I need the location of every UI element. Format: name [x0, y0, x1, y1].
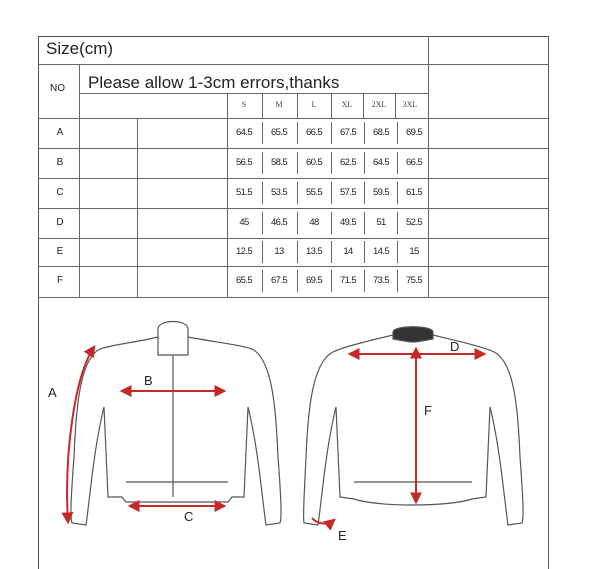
- size-header-l: L: [311, 100, 317, 109]
- cell-divider: [262, 241, 263, 263]
- divider: [38, 208, 549, 209]
- cell-divider: [297, 182, 298, 204]
- cell-divider: [397, 122, 398, 144]
- size-cell: 51: [376, 217, 386, 228]
- cell-divider: [364, 182, 365, 204]
- size-cell: 66.5: [405, 157, 423, 168]
- page-title: Size(cm): [46, 39, 114, 58]
- front-collar: [158, 322, 188, 356]
- row-label-d: D: [56, 217, 64, 228]
- size-cell: 46.5: [270, 217, 288, 228]
- front-body: [71, 337, 281, 525]
- cell-divider: [364, 212, 365, 234]
- cell-divider: [262, 182, 263, 204]
- divider: [38, 118, 549, 119]
- size-cell: 13: [274, 246, 284, 257]
- row-label-a: A: [56, 127, 64, 138]
- size-header-2xl: 2XL: [371, 100, 387, 109]
- cell-divider: [364, 270, 365, 292]
- divider: [38, 266, 549, 267]
- size-cell: 59.5: [372, 187, 390, 198]
- divider: [137, 118, 138, 298]
- row-label-e: E: [56, 246, 64, 257]
- divider: [79, 93, 428, 94]
- size-cell: 13.5: [305, 246, 323, 257]
- divider: [38, 148, 549, 149]
- size-cell: 64.5: [372, 157, 390, 168]
- size-cell: 15: [409, 246, 419, 257]
- size-cell: 73.5: [372, 275, 390, 286]
- cell-divider: [331, 152, 332, 174]
- size-cell: 56.5: [235, 157, 253, 168]
- cell-divider: [397, 270, 398, 292]
- diagram-label-c: C: [184, 509, 194, 524]
- size-cell: 71.5: [339, 275, 357, 286]
- size-header-xl: XL: [341, 100, 353, 109]
- size-cell: 66.5: [305, 127, 323, 138]
- row-label-b: B: [56, 157, 64, 168]
- size-cell: 45: [239, 217, 249, 228]
- cell-divider: [262, 270, 263, 292]
- size-cell: 65.5: [235, 275, 253, 286]
- cell-divider: [364, 152, 365, 174]
- size-header-3xl: 3XL: [402, 100, 418, 109]
- size-cell: 53.5: [270, 187, 288, 198]
- size-header-s: S: [241, 100, 247, 109]
- size-cell: 65.5: [270, 127, 288, 138]
- size-cell: 64.5: [235, 127, 253, 138]
- divider: [227, 93, 228, 298]
- divider: [38, 64, 549, 65]
- size-cell: 69.5: [305, 275, 323, 286]
- size-cell: 57.5: [339, 187, 357, 198]
- cell-divider: [297, 122, 298, 144]
- cell-divider: [364, 122, 365, 144]
- size-cell: 48: [309, 217, 319, 228]
- diagram-label-e: E: [338, 528, 347, 543]
- size-cell: 58.5: [270, 157, 288, 168]
- jacket-diagram: [38, 297, 549, 569]
- cell-divider: [397, 212, 398, 234]
- diagram-label-b: B: [144, 373, 153, 388]
- cell-divider: [297, 212, 298, 234]
- size-cell: 67.5: [339, 127, 357, 138]
- cell-divider: [331, 241, 332, 263]
- size-cell: 14: [343, 246, 353, 257]
- cell-divider: [331, 270, 332, 292]
- diagram-label-d: D: [450, 339, 460, 354]
- size-cell: 68.5: [372, 127, 390, 138]
- divider: [79, 64, 80, 298]
- cell-divider: [262, 122, 263, 144]
- size-cell: 49.5: [339, 217, 357, 228]
- row-label-c: C: [56, 187, 64, 198]
- size-cell: 14.5: [372, 246, 390, 257]
- size-cell: 75.5: [405, 275, 423, 286]
- cell-divider: [397, 182, 398, 204]
- size-cell: 51.5: [235, 187, 253, 198]
- row-label-f: F: [56, 275, 64, 286]
- back-body: [304, 335, 523, 525]
- size-cell: 60.5: [305, 157, 323, 168]
- size-cell: 12.5: [235, 246, 253, 257]
- size-cell: 52.5: [405, 217, 423, 228]
- cell-divider: [331, 212, 332, 234]
- arrow-e: [312, 518, 334, 524]
- cell-divider: [297, 270, 298, 292]
- cell-divider: [297, 241, 298, 263]
- cell-divider: [262, 212, 263, 234]
- cell-divider: [364, 241, 365, 263]
- size-cell: 55.5: [305, 187, 323, 198]
- diagram-label-a: A: [48, 385, 57, 400]
- size-cell: 69.5: [405, 127, 423, 138]
- no-header: NO: [50, 83, 65, 94]
- cell-divider: [331, 122, 332, 144]
- size-cell: 67.5: [270, 275, 288, 286]
- size-cell: 62.5: [339, 157, 357, 168]
- cell-divider: [331, 182, 332, 204]
- divider: [38, 238, 549, 239]
- cell-divider: [397, 241, 398, 263]
- cell-divider: [262, 152, 263, 174]
- cell-divider: [397, 152, 398, 174]
- size-cell: 61.5: [405, 187, 423, 198]
- error-note: Please allow 1-3cm errors,thanks: [88, 73, 340, 92]
- divider: [38, 178, 549, 179]
- diagram-label-f: F: [424, 403, 432, 418]
- cell-divider: [297, 152, 298, 174]
- size-header-m: M: [275, 100, 283, 109]
